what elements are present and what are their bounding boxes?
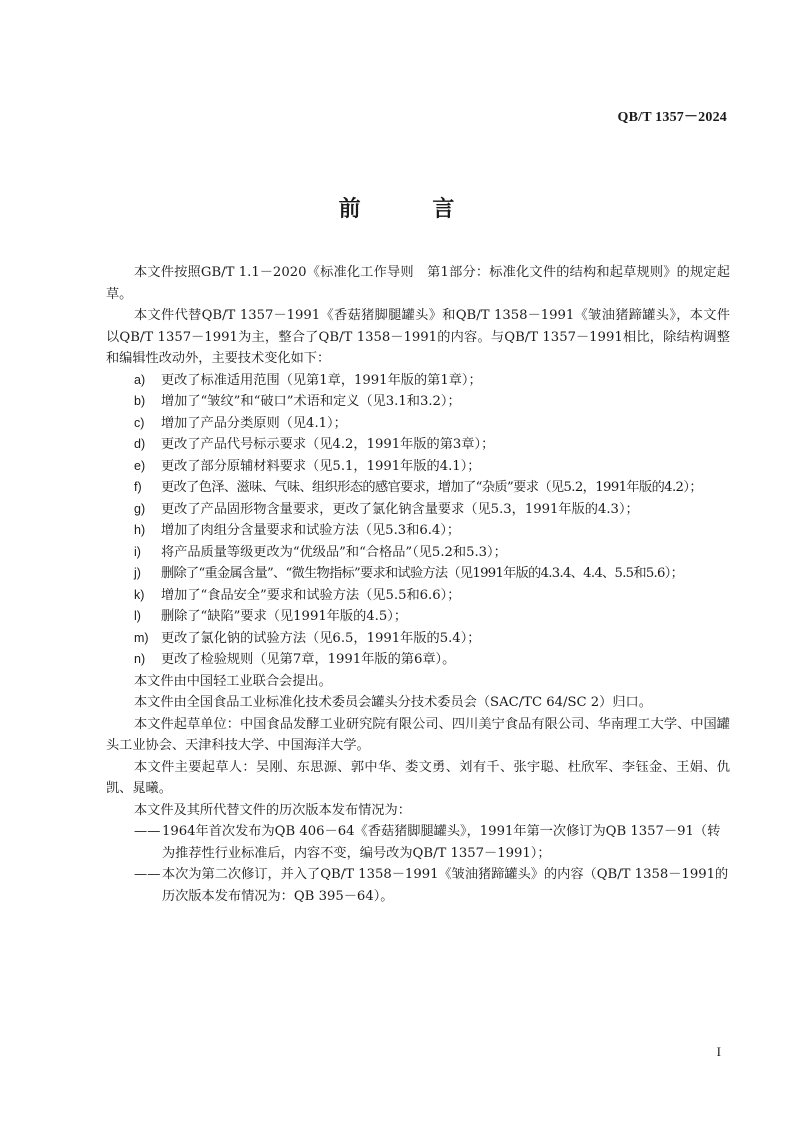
list-item [106, 606, 730, 628]
administered-by-paragraph: 本文件由全国食品工业标准化技术委员会罐头分技术委员会（SAC/TC 64/SC 2）归口。 [134, 695, 652, 710]
list-item [106, 864, 730, 907]
version-history-list [106, 821, 730, 907]
list-item [106, 628, 730, 650]
list-item [106, 477, 730, 499]
list-item [106, 434, 730, 456]
list-item [106, 649, 730, 671]
list-item-text: 本次为第二次修订，并入了QB/T 1358－1991《皱油猪蹄罐头》的内容（QB/T 1358－1991的历次版本发布情况为：QB 395－64）。 [162, 867, 729, 904]
list-marker: b) [134, 394, 146, 408]
list-item-text: 增加了“皱纹”和“破口”术语和定义（见3.1和3.2）； [161, 394, 461, 409]
list-marker: j) [134, 566, 141, 580]
list-item [106, 413, 730, 435]
foreword-body [106, 262, 730, 907]
list-marker: c) [134, 415, 145, 430]
replaces-paragraph: 本文件代替QB/T 1357－1991《香菇猪脚腿罐头》和QB/T 1358－1991《皱油猪蹄罐头》，本文件以QB/T 1357－1991为主，整合了QB/T 1358－1991的内容。与QB/T 1357－1991相比，除结构调整和编辑性改动外，主要技术变化如下： [106, 308, 730, 366]
list-marker: i) [134, 544, 141, 559]
list-item [106, 821, 730, 864]
list-marker: e) [134, 458, 146, 473]
drafting-rule-paragraph: 本文件按照GB/T 1.1－2020《标准化工作导则 第1部分：标准化文件的结构和起草规则》的规定起草。 [106, 265, 730, 302]
list-dash: —— [134, 824, 161, 839]
list-item [106, 563, 730, 585]
list-item [106, 542, 730, 564]
list-marker: g) [134, 501, 146, 516]
list-item-text: 删除了“重金属含量”、“微生物指标”要求和试验方法（见1991年版的4.3.4、4.4、5.5和5.6）； [161, 566, 684, 581]
list-item-text: 更改了产品固形物含量要求，更改了氯化钠含量要求（见5.3，1991年版的4.3）； [161, 501, 639, 517]
list-item-text: 更改了标准适用范围（见第1章，1991年版的第1章）； [161, 372, 482, 388]
list-item [106, 456, 730, 478]
history-intro-paragraph: 本文件及其所代替文件的历次版本发布情况为： [134, 802, 411, 818]
list-item-text: 更改了产品代号标示要求（见4.2，1991年版的第3章）； [161, 437, 495, 452]
list-item-text: 增加了肉组分含量要求和试验方法（见5.3和6.4）； [161, 523, 461, 538]
list-item-text: 将产品质量等级更改为“优级品”和“合格品”（见5.2和5.3）； [161, 544, 507, 560]
list-item-text: 更改了检验规则（见第7章，1991年版的第6章）。 [161, 652, 456, 667]
proposed-by-paragraph: 本文件由中国轻工业联合会提出。 [134, 673, 332, 689]
list-item [106, 391, 730, 413]
list-item-text: 删除了“缺陷”要求（见1991年版的4.5）； [161, 609, 408, 624]
list-marker: l) [134, 609, 141, 623]
list-marker: m) [134, 630, 149, 645]
drafters-paragraph: 本文件主要起草人：吴刚、东思源、郭中华、娄文勇、刘有千、张宇聪、杜欣军、李钰金、王娟、仇凯、晁曦。 [106, 759, 730, 796]
list-item-text: 更改了氯化钠的试验方法（见6.5，1991年版的5.4）； [161, 630, 481, 646]
list-item [106, 370, 730, 392]
list-item [106, 499, 730, 521]
list-item-text: 1964年首次发布为QB 406－64《香菇猪脚腿罐头》，1991年第一次修订为QB 1357－91（转为推荐性行业标准后，内容不变，编号改为QB/T 1357－1991）； [162, 824, 721, 861]
list-item-text: 增加了“食品安全”要求和试验方法（见5.5和6.6）； [161, 587, 461, 603]
technical-changes-list [106, 370, 730, 671]
list-item-text: 增加了产品分类原则（见4.1）； [161, 415, 347, 431]
list-item [106, 585, 730, 607]
list-item [106, 520, 730, 542]
list-marker: f) [134, 480, 142, 494]
page-number: I [716, 1044, 721, 1059]
page-title: 前 言 [338, 197, 487, 222]
list-marker: h) [134, 523, 146, 537]
list-item-text: 更改了部分原辅材料要求（见5.1，1991年版的4.1）； [161, 458, 481, 474]
drafting-units-paragraph: 本文件起草单位：中国食品发酵工业研究院有限公司、四川美宁食品有限公司、华南理工大学、中国罐头工业协会、天津科技大学、中国海洋大学。 [106, 716, 730, 753]
list-item-text: 更改了色泽、滋味、气味、组织形态的感官要求，增加了“杂质”要求（见5.2，1991年版的4.2）； [161, 480, 702, 495]
list-marker: k) [134, 587, 145, 602]
standard-number: QB/T 1357－2024 [617, 110, 727, 125]
list-marker: a) [134, 372, 146, 387]
list-marker: d) [134, 437, 146, 451]
list-marker: n) [134, 652, 146, 666]
list-dash: —— [134, 867, 161, 882]
